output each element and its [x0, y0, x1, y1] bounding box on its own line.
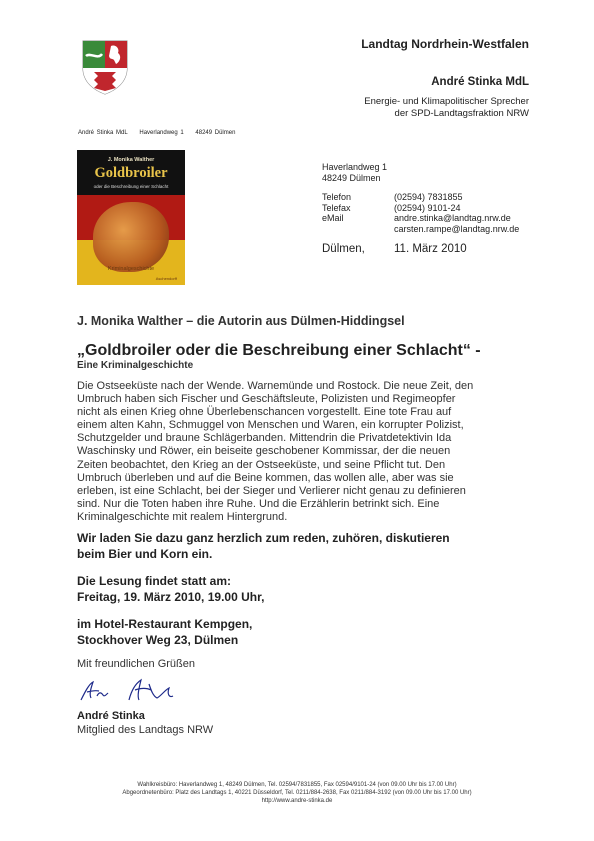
- closing-greeting: Mit freundlichen Grüßen: [77, 658, 195, 670]
- organization-name: Landtag Nordrhein-Westfalen: [361, 37, 529, 51]
- phone-label: Telefon: [322, 192, 352, 202]
- cover-subtitle: oder die Beschreibung einer Schlacht: [93, 184, 169, 189]
- role-line: der SPD-Landtagsfraktion NRW: [394, 108, 529, 119]
- body-line: Schutzgelder und braune Schlägerbanden. Mittendrin die Privatdetektivin Ida: [77, 432, 452, 445]
- cover-roast-chicken: [93, 202, 169, 272]
- date-place: Dülmen,: [322, 243, 365, 255]
- cover-genre: Kriminalgeschichte: [107, 266, 155, 272]
- event-time: [77, 574, 264, 605]
- invitation-line: beim Bier und Korn ein.: [77, 546, 213, 561]
- event-time-line: Die Lesung findet statt am:: [77, 574, 232, 588]
- body-line: Zeiten beobachtet, den Krieg an der Ostseeküste, und seine Pflicht tut. Den: [77, 458, 446, 471]
- invitation-text: [77, 531, 537, 562]
- body-line: Die Ostseeküste nach der Wende. Warnemünde und Rostock. Die neue Zeit, den: [77, 380, 474, 392]
- member-role: [364, 96, 529, 120]
- sender-street: Haverlandweg 1: [139, 130, 184, 136]
- email-value-secondary: carsten.rampe@landtag.nrw.de: [394, 223, 520, 234]
- body-line: nicht als einen Krieg ohne Überlebenschancen vorgestellt. Eine tote Frau auf: [77, 406, 452, 419]
- footer-line: Wahlkreisbüro: Haverlandweg 1, 48249 Dülmen, Tel. 02594/7831855, Fax 02594/9101-24 (von 09.00 Uhr bis 17.00 Uhr): [137, 782, 457, 788]
- office-address: [322, 162, 387, 183]
- contact-block: [322, 192, 519, 234]
- footer-line: Abgeordnetenbüro: Platz des Landtags 1, 40221 Düsseldorf, Tel. 0211/884-2638, Fax 0211/884-3192 (von 09.00 Uhr bis 17.00 Uhr): [122, 790, 472, 797]
- cover-title: Goldbroiler: [94, 165, 168, 181]
- letter-date: [322, 243, 467, 255]
- sender-line: [78, 130, 244, 136]
- email-value: andre.stinka@landtag.nrw.de: [394, 213, 511, 223]
- address-city: 48249 Dülmen: [322, 172, 381, 183]
- body-line: sind. Nur die Toten haben ihre Ruhe. Und die Erzählerin betrinkt sich. Eine: [77, 497, 440, 510]
- body-line: Umbruch überleben und auf die Beine kommen, das wollen alle, aber was sie: [77, 471, 454, 484]
- invitation-line: Wir laden Sie dazu ganz herzlich zum reden, zuhören, diskutieren: [77, 531, 450, 545]
- signatory-name: André Stinka: [77, 710, 145, 722]
- footer-link[interactable]: http://www.andre-stinka.de: [261, 798, 333, 805]
- fax-label: Telefax: [322, 202, 351, 213]
- book-description: [77, 380, 532, 524]
- book-title: „Goldbroiler oder die Beschreibung einer Schlacht“ -: [77, 342, 481, 359]
- email-label: eMail: [322, 213, 344, 223]
- body-line: erleben, ist eine Schlacht, bei der Sieger und Verlierer nicht genau zu definieren: [77, 484, 466, 497]
- book-subtitle: Eine Kriminalgeschichte: [77, 360, 194, 371]
- sender-city: 48249 Dülmen: [195, 130, 236, 136]
- date-value: 11. März 2010: [394, 243, 467, 255]
- signatory-title: Mitglied des Landtags NRW: [77, 724, 214, 736]
- nrw-coat-of-arms-logo: [80, 38, 130, 96]
- letter-heading: J. Monika Walther – die Autorin aus Dülmen-Hiddingsel: [77, 314, 405, 328]
- event-location: [77, 617, 252, 648]
- cover-publisher: Aschendorff: [155, 276, 177, 281]
- member-name: André Stinka MdL: [431, 76, 529, 88]
- address-street: Haverlandweg 1: [322, 162, 388, 172]
- body-line: Waschinsky und Röwer, ein beiseite geschobener Kommissar, der die neuen: [77, 445, 451, 458]
- fax-value: (02594) 9101-24: [394, 202, 461, 213]
- phone-value: (02594) 7831855: [394, 192, 463, 202]
- body-line: einem alten Kahn, Schmuggel von Menschen und Waren, ein korrupter Polizist,: [77, 419, 464, 432]
- book-cover-image: [77, 150, 185, 285]
- cover-author: J. Monika Walther: [107, 157, 155, 163]
- event-time-line: Freitag, 19. März 2010, 19.00 Uhr,: [77, 589, 265, 604]
- handwritten-signature: [77, 674, 187, 706]
- page-footer: [0, 781, 594, 806]
- body-line: Umbruch haben sich Fischer und Geschäftsleute, Polizisten und Regimeopfer: [77, 393, 456, 406]
- role-line: Energie- und Klimapolitischer Sprecher: [364, 96, 529, 107]
- event-location-line: im Hotel-Restaurant Kempgen,: [77, 617, 253, 631]
- body-line: Kriminalgeschichte mit realem Hintergrund.: [77, 510, 288, 523]
- sender-name: André Stinka MdL: [78, 130, 128, 136]
- event-location-line: Stockhover Weg 23, Dülmen: [77, 632, 239, 647]
